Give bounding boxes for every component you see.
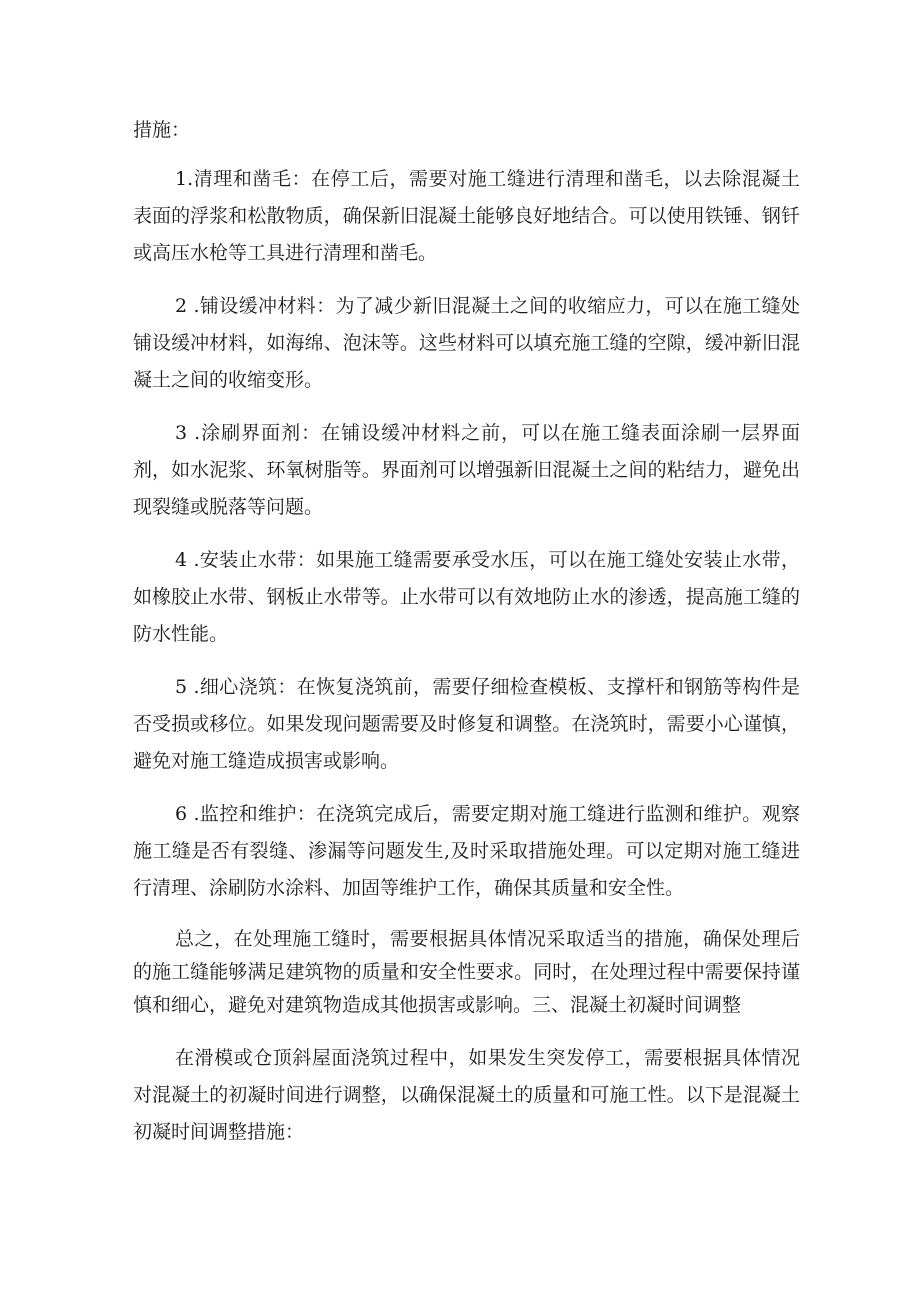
paragraph-lead: 措施： bbox=[133, 119, 191, 141]
paragraph-item-2: 2 .铺设缓冲材料：为了减少新旧混凝土之间的收缩应力，可以在施工缝处铺设缓冲材料，如海绵、泡沫等。这些材料可以填充施工缝的空隙，缓冲新旧混凝土之间的收缩变形。 bbox=[133, 295, 800, 391]
paragraph-item-5: 5 .细心浇筑：在恢复浇筑前，需要仔细检查模板、支撑杆和钢筋等构件是否受损或移位。如果发现问题需要及时修复和调整。在浇筑时，需要小心谨慎，避免对施工缝造成损害或影响。 bbox=[133, 676, 800, 772]
paragraph-item-4: 4 .安装止水带：如果施工缝需要承受水压，可以在施工缝处安装止水带，如橡胶止水带、钢板止水带等。止水带可以有效地防止水的渗透，提高施工缝的防水性能。 bbox=[133, 549, 800, 645]
paragraph-item-1: 1.清理和凿毛：在停工后，需要对施工缝进行清理和凿毛，以去除混凝土表面的浮浆和松散物质，确保新旧混凝土能够良好地结合。可以使用铁锤、钢钎或高压水枪等工具进行清理和凿毛。 bbox=[133, 168, 800, 264]
paragraph-section-three: 在滑模或仓顶斜屋面浇筑过程中，如果发生突发停工，需要根据具体情况对混凝土的初凝时间进行调整，以确保混凝土的质量和可施工性。以下是混凝土初凝时间调整措施： bbox=[133, 1047, 800, 1143]
paragraph-summary: 总之，在处理施工缝时，需要根据具体情况采取适当的措施，确保处理后的施工缝能够满足建筑物的质量和安全性要求。同时，在处理过程中需要保持谨慎和细心，避免对建筑物造成其他损害或影响。三、混凝土初凝时间调整 bbox=[133, 928, 800, 1016]
paragraph-item-3: 3 .涂刷界面剂：在铺设缓冲材料之前，可以在施工缝表面涂刷一层界面剂，如水泥浆、环氧树脂等。界面剂可以增强新旧混凝土之间的粘结力，避免出现裂缝或脱落等问题。 bbox=[133, 422, 800, 518]
paragraph-item-6: 6 .监控和维护：在浇筑完成后，需要定期对施工缝进行监测和维护。观察施工缝是否有裂缝、渗漏等问题发生,及时采取措施处理。可以定期对施工缝进行清理、涂刷防水涂料、加固等维护工作，确保其质量和安全性。 bbox=[133, 803, 800, 899]
